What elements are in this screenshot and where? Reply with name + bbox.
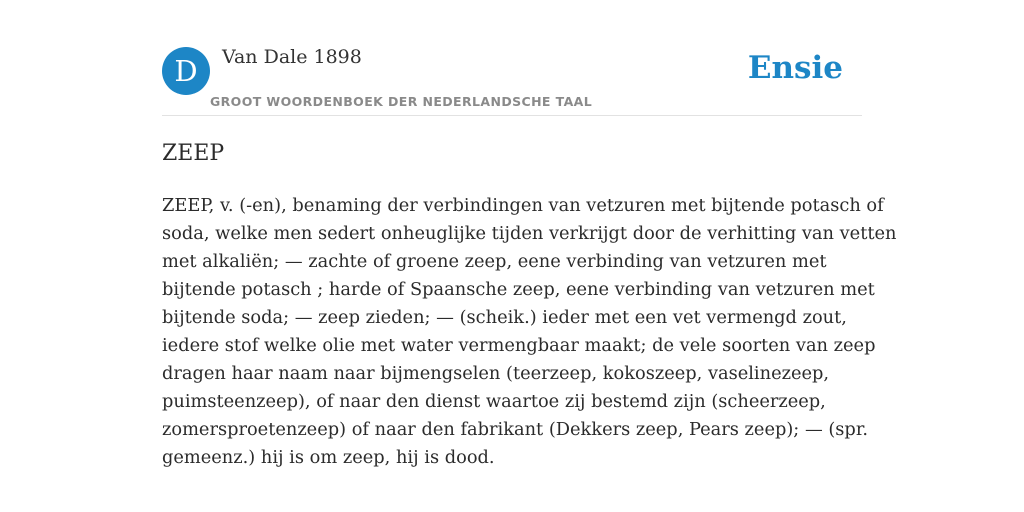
definition-line: soda, welke men sedert onheuglijke tijden verkrijgt door de verhitting van vetten bbox=[162, 223, 897, 244]
definition-text bbox=[162, 192, 897, 472]
definition-line: puimsteenzeep), of naar den dienst waartoe zij bestemd zijn (scheerzeep, bbox=[162, 391, 826, 412]
definition-line: met alkaliën; — zachte of groene zeep, eene verbinding van vetzuren met bbox=[162, 251, 827, 272]
definition-line: zomersproetenzeep) of naar den fabrikant (Dekkers zeep, Pears zeep); — (spr. bbox=[162, 419, 869, 440]
page-title: ZEEP bbox=[162, 141, 225, 166]
dictionary-subtitle: GROOT WOORDENBOEK DER NEDERLANDSCHE TAAL bbox=[210, 94, 593, 109]
ensie-logo[interactable]: Ensie bbox=[747, 50, 843, 86]
header bbox=[162, 44, 862, 116]
definition-line: bijtende soda; — zeep zieden; — (scheik.) ieder met een vet vermengd zout, bbox=[162, 307, 847, 328]
definition-line: dragen haar naam naar bijmengselen (teerzeep, kokoszeep, vaselinezeep, bbox=[162, 363, 830, 384]
definition-line: gemeenz.) hij is om zeep, hij is dood. bbox=[162, 447, 495, 468]
definition-line: iedere stof welke olie met water vermengbaar maakt; de vele soorten van zeep bbox=[162, 335, 876, 356]
dictionary-title[interactable]: Van Dale 1898 bbox=[222, 46, 362, 68]
dictionary-logo[interactable]: D bbox=[162, 47, 210, 95]
header-divider bbox=[162, 115, 862, 116]
definition-line: bijtende potasch ; harde of Spaansche zeep, eene verbinding van vetzuren met bbox=[162, 279, 875, 300]
definition-line: ZEEP, v. (-en), benaming der verbindingen van vetzuren met bijtende potasch of bbox=[162, 195, 884, 216]
